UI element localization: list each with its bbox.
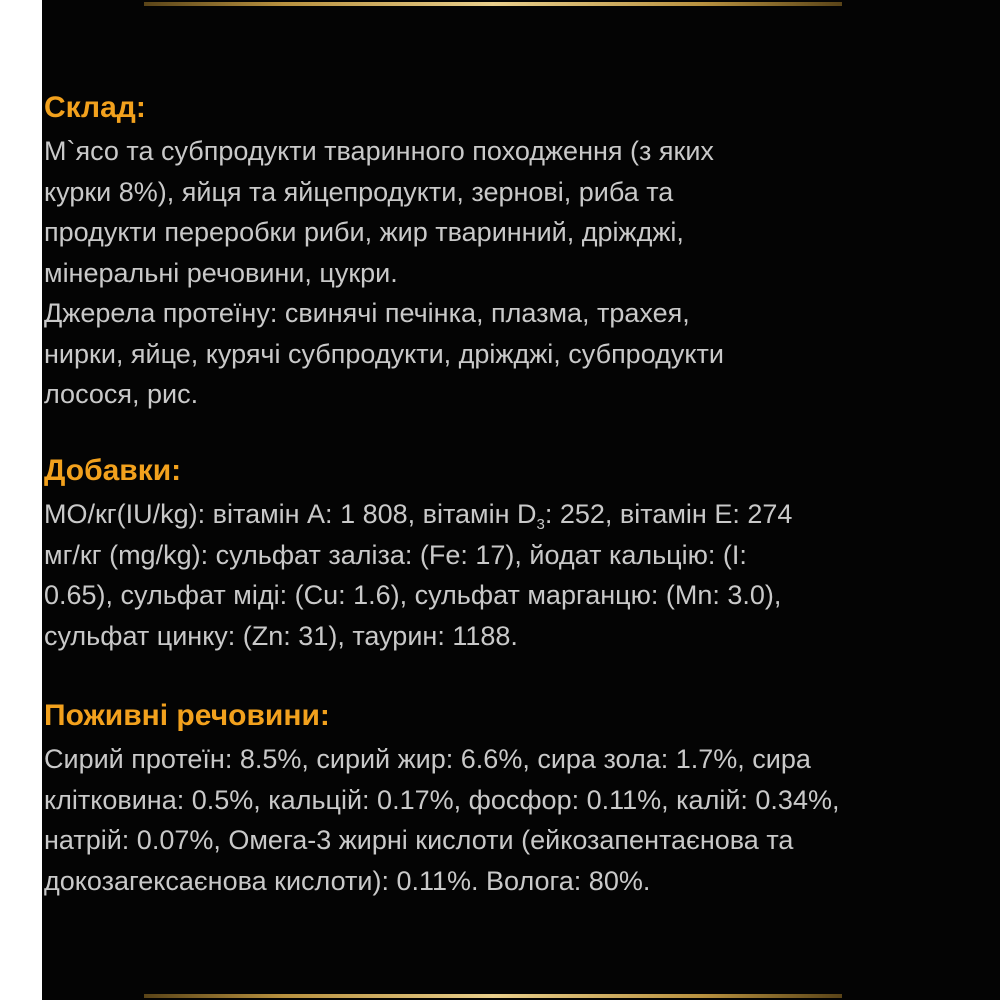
nutrients-section <box>42 698 1000 901</box>
vitamins-text: МО/кг(IU/kg): вітамін А: 1 808, вітамін D <box>44 499 537 529</box>
nutrients-line: натрій: 0.07%, Омега-3 жирні кислоти (ейкозапентаєнова та <box>44 825 794 855</box>
composition-line: продукти переробки риби, жир тваринний, дріжджі, <box>44 217 684 247</box>
additives-line <box>44 494 1000 535</box>
top-gold-divider <box>144 2 842 6</box>
bottom-gold-divider <box>144 994 842 998</box>
nutrients-heading: Поживні речовини: <box>44 699 330 732</box>
composition-line: мінеральні речовини, цукри. <box>44 257 398 288</box>
additives-heading: Добавки: <box>44 454 182 487</box>
additives-line: 0.65), сульфат міді: (Cu: 1.6), сульфат марганцю: (Mn: 3.0), <box>44 580 782 610</box>
additives-line: мг/кг (mg/kg): сульфат заліза: (Fe: 17), йодат кальцію: (I: <box>44 539 747 570</box>
additives-line: сульфат цинку: (Zn: 31), таурин: 1188. <box>44 620 518 651</box>
composition-line: М`ясо та субпродукти тваринного походження (з яких <box>44 136 714 166</box>
protein-sources-line: Джерела протеїну: свинячі печінка, плазма, трахея, <box>44 298 690 328</box>
nutrients-line: докозагексаєнова кислоти): 0.11%. Волога: 80%. <box>44 865 651 896</box>
vitamin-d-subscript: 3 <box>536 516 545 533</box>
composition-line: курки 8%), яйця та яйцепродукти, зернові, риба та <box>44 176 674 207</box>
vitamins-text-continued: : 252, вітамін Е: 274 <box>544 499 793 529</box>
protein-sources-line: нирки, яйце, курячі субпродукти, дріжджі, субпродукти <box>44 338 724 369</box>
nutrients-line: клітковина: 0.5%, кальцій: 0.17%, фосфор: 0.11%, калій: 0.34%, <box>44 784 840 815</box>
label-panel <box>42 0 1000 1000</box>
composition-section <box>42 90 1000 415</box>
protein-sources-line: лосося, рис. <box>44 379 199 409</box>
nutrients-line: Сирий протеїн: 8.5%, сирий жир: 6.6%, сира зола: 1.7%, сира <box>44 744 811 774</box>
composition-heading: Склад: <box>44 91 146 124</box>
additives-section <box>42 453 1000 656</box>
